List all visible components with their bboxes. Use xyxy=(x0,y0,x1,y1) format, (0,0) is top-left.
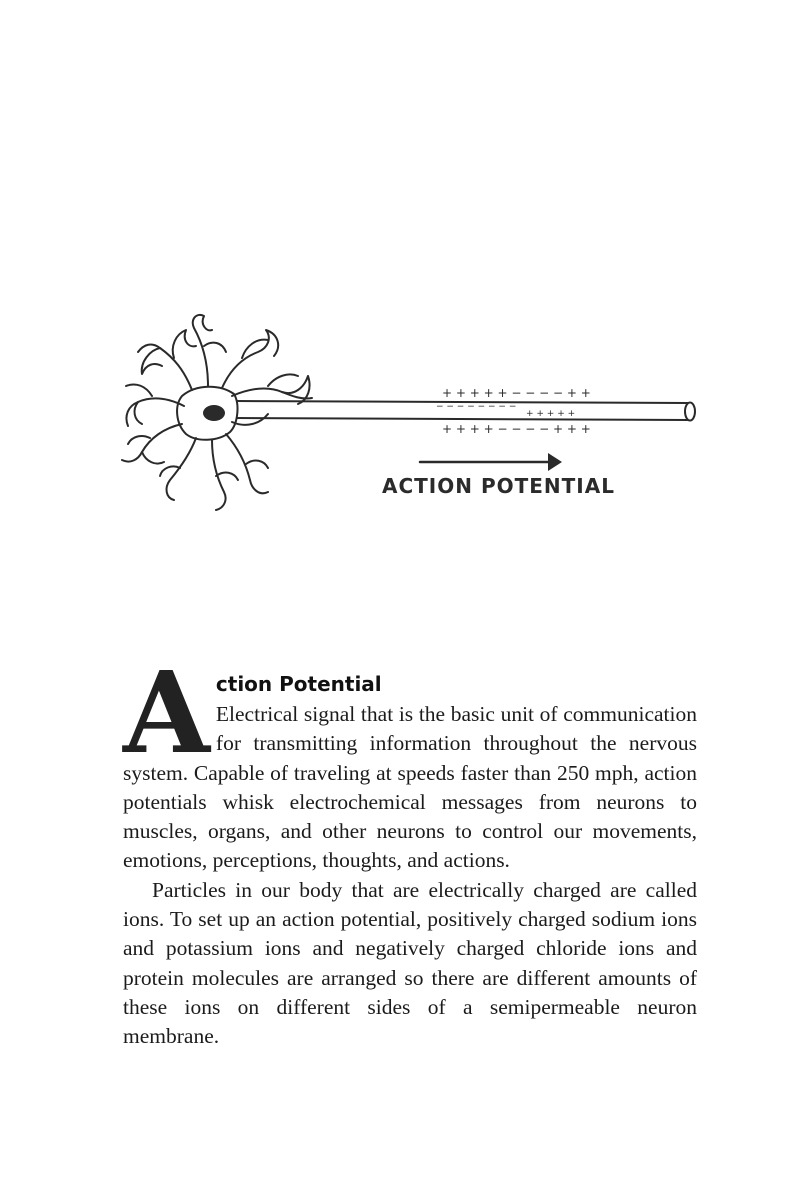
neuron-illustration xyxy=(112,300,712,530)
entry-paragraph-1: Electrical signal that is the basic unit of communication for transmitting information throughout the nervous system. Capable of traveling at speeds faster than 250 mph, action potentials whisk electrochemical messages from neurons to muscles, organs, and other neurons to control our movements, emotions, perceptions, thoughts, and actions. xyxy=(123,702,697,873)
illustration-label: ACTION POTENTIAL xyxy=(382,474,615,498)
nucleus xyxy=(203,405,225,421)
neuron-drawing xyxy=(112,300,712,530)
entry-paragraph-2: Particles in our body that are electrically charged are called ions. To set up an action potential, positively charged sodium ions and potassium ions and negatively charged chloride ions and protein molecules are arranged so there are different amounts of these ions on different sides of a semipermeable neuron membrane. xyxy=(123,877,697,1049)
entry-headword: ction Potential xyxy=(215,672,382,696)
charge-inner-row-1: − − − − − − − − xyxy=(436,402,517,412)
dictionary-entry xyxy=(123,648,697,1052)
arrow-right-icon xyxy=(420,453,562,471)
drop-cap: A xyxy=(123,648,210,779)
charge-inner-row-2: + + + + + xyxy=(526,409,576,419)
charge-bottom-row: + + + + − − − − + + + xyxy=(442,422,591,436)
charge-top-row: + + + + + − − − − + + xyxy=(442,386,591,400)
